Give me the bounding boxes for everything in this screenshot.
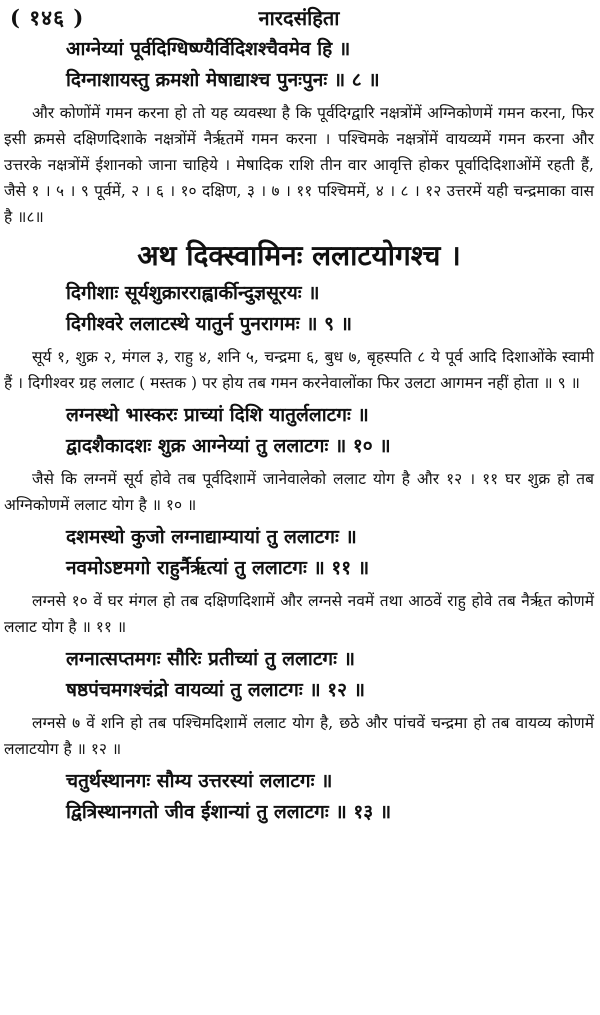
verse-line: चतुर्थस्थानगः सौम्य उत्तरस्यां ललाटगः ॥ (66, 770, 333, 792)
verse-line: द्वादशैकादशः शुक्र आग्नेय्यां तु ललाटगः ॥ १० ॥ (66, 435, 391, 457)
commentary-paragraph: जैसे कि लग्नमें सूर्य होवे तब पूर्वदिशामें जानेवालेको ललाट योग है और १२ । ११ घर शुक्र हो तब अग्निकोणमें ललाट योग है ॥ १० ॥ (4, 470, 594, 514)
section-heading: अथ दिक्स्वामिनः ललाटयोगश्च । (137, 239, 461, 272)
verse-line: षष्ठपंचमगश्चंद्रो वायव्यां तु ललाटगः ॥ १२ ॥ (66, 679, 366, 701)
verse-block-10 (4, 400, 594, 518)
page-header (4, 0, 594, 34)
verse-line: आग्नेय्यां पूर्वदिग्धिष्ण्यैर्विदिशश्चैवमेव हि ॥ (66, 38, 351, 60)
verse-line: लग्नात्सप्तमगः सौरिः प्रतीच्यां तु ललाटगः ॥ (66, 648, 355, 670)
commentary-paragraph: लग्नसे १० वें घर मंगल हो तब दक्षिणदिशामें और लग्नसे नवमें तथा आठवें राहु होवे तब नैर्ऋत कोणमें ललाट योग है ॥ ११ ॥ (4, 592, 594, 636)
verse-block-11 (4, 522, 594, 640)
commentary-paragraph: और कोणोंमें गमन करना हो तो यह व्यवस्था है कि पूर्वदिग्द्वारि नक्षत्रोंमें अग्निकोणमें गमन करना, फिर इसी क्रमसे दक्षिणदिशाके नक्षत्रोंमें नैर्ऋतमें गमन करना । पश्चिमके नक्षत्रोंमें वायव्यमें गमन करना और उत्तरके नक्षत्रोंमें ईशानको जाना चाहिये । मेषादिक राशि तीन वार आवृत्ति होकर पूर्वादिदिशाओंमें रहती हैं, जैसे १ । ५ । ९ पूर्वमें, २ । ६ । १० दक्षिण, ३ । ७ । ११ पश्चिममें, ४ । ८ । १२ उत्तरमें यही चन्द्रमाका वास है ॥८॥ (4, 104, 594, 226)
page-number: ( १४६ ) (10, 5, 85, 30)
verse-line: दशमस्थो कुजो लग्नाद्याम्यायां तु ललाटगः ॥ (66, 526, 357, 548)
verse-line: दिगीश्वरे ललाटस्थे यातुर्न पुनरागमः ॥ ९ ॥ (66, 313, 353, 335)
running-title: नारदसंहिता (258, 6, 340, 30)
verse-block-9 (4, 278, 594, 396)
verse-line: नवमोऽष्टमगो राहुर्नैर्ऋत्यां तु ललाटगः ॥ ११ ॥ (66, 557, 370, 579)
commentary-paragraph: लग्नसे ७ वें शनि हो तब पश्चिमदिशामें ललाट योग है, छठे और पांचवें चन्द्रमा हो तब वायव्य कोणमें ललाटयोग है ॥ १२ ॥ (4, 714, 594, 758)
verse-line: द्वित्रिस्थानगतो जीव ईशान्यां तु ललाटगः ॥ १३ ॥ (66, 801, 392, 823)
commentary-paragraph: सूर्य १, शुक्र २, मंगल ३, राहु ४, शनि ५, चन्द्रमा ६, बुध ७, बृहस्पति ८ ये पूर्व आदि दिशाओंके स्वामी हैं । दिगीश्वर ग्रह ललाट ( मस्तक ) पर होय तब गमन करनेवालोंका फिर उलटा आगमन नहीं होता ॥ ९ ॥ (4, 348, 594, 392)
verse-block-13 (4, 766, 594, 828)
verse-line: दिगीशाः सूर्यशुक्रारराह्वार्कीन्दुज्ञसूरयः ॥ (66, 282, 320, 304)
verse-block-12 (4, 644, 594, 762)
verse-block-8 (4, 34, 594, 230)
verse-line: लग्नस्थो भास्करः प्राच्यां दिशि यातुर्ललाटगः ॥ (66, 404, 369, 426)
verse-line: दिग्नाशायस्तु क्रमशो मेषाद्याश्च पुनःपुनः ॥ ८ ॥ (66, 69, 380, 91)
